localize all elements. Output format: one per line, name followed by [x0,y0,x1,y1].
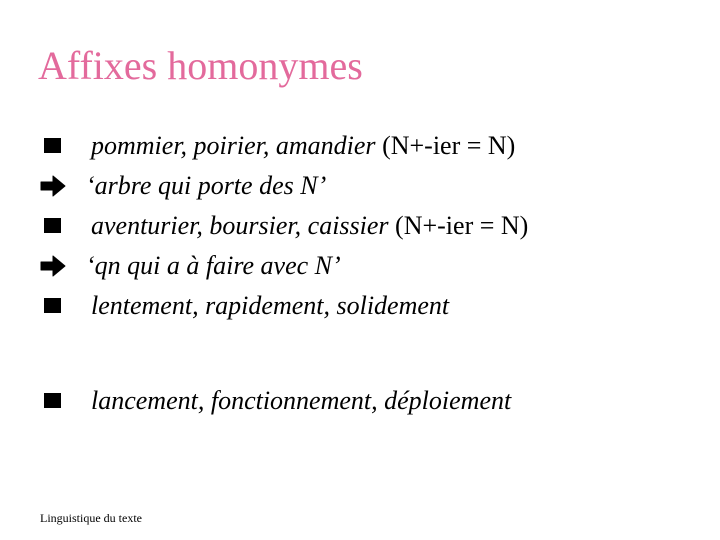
slide-footer: Linguistique du texte [40,511,142,525]
square-bullet-icon [40,206,70,246]
list-item [40,166,710,206]
arrow-right-icon [40,246,70,286]
list-item [40,206,710,246]
slide-title: Affixes homonymes [38,43,363,88]
square-bullet-icon [40,381,70,421]
pattern-annotation: (N+-ier = N) [375,131,516,160]
square-bullet-icon [40,286,70,326]
example-words: aventurier, boursier, caissier [91,211,389,240]
gloss-text: ‘qn qui a à faire avec N’ [86,251,341,280]
bullet-list [40,126,710,421]
list-item [40,381,710,421]
list-item [40,286,710,326]
example-words: lentement, rapidement, solidement [91,291,450,320]
list-item [40,246,710,286]
list-item [40,126,710,166]
square-bullet-icon [40,126,70,166]
pattern-annotation: (N+-ier = N) [388,211,529,240]
arrow-right-icon [40,166,70,206]
gloss-text: ‘arbre qui porte des N’ [86,171,327,200]
example-words: pommier, poirier, amandier [91,131,376,160]
example-words: lancement, fonctionnement, déploiement [91,386,512,415]
